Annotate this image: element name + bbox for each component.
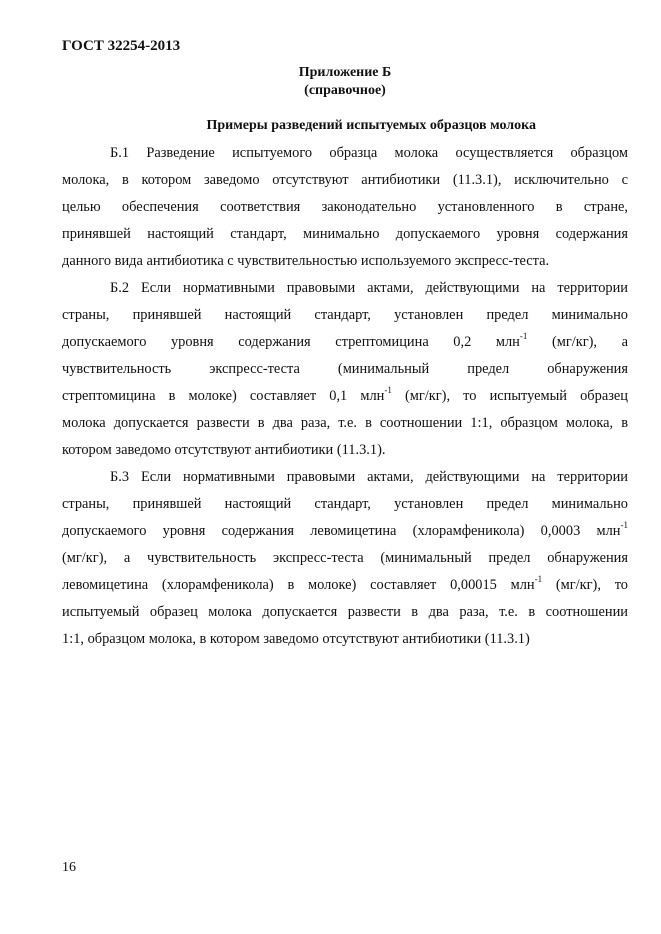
paragraph-line [62, 576, 628, 594]
paragraph-line: Б.1 Разведение испытуемого образца молока осуществляется образцом [110, 145, 628, 161]
superscript: -1 [534, 574, 543, 584]
paragraph-line [62, 333, 628, 351]
paragraph-line: данного вида антибиотика с чувствительностью используемого экспресс-теста. [62, 253, 550, 269]
superscript: -1 [620, 520, 628, 530]
appendix-subtitle: (справочное) [304, 83, 386, 98]
paragraph-line: целью обеспечения соответствия законодательно установленного в стране, [62, 199, 628, 215]
document-code: ГОСТ 32254-2013 [62, 38, 181, 54]
text-run: (мг/кг), то [542, 577, 628, 593]
paragraph-line: молока, в котором заведомо отсутствуют антибиотики (11.3.1), исключительно с [62, 172, 628, 188]
paragraph-line: Б.3 Если нормативными правовыми актами, действующими на территории [110, 469, 628, 485]
text-run: стрептомицина в молоке) составляет 0,1 млн [62, 388, 385, 404]
paragraph-line: (мг/кг), а чувствительность экспресс-теста (минимальный предел обнаружения [62, 550, 628, 566]
superscript: -1 [519, 331, 528, 341]
superscript: -1 [384, 385, 392, 395]
text-run: левомицетина (хлорамфеникола) в молоке) составляет 0,00015 млн [62, 577, 535, 593]
paragraph-line [62, 522, 628, 540]
paragraph-line: чувствительность экспресс-теста (минимальный предел обнаружения [62, 361, 628, 377]
paragraph-line: страны, принявшей настоящий стандарт, установлен предел минимально [62, 496, 628, 512]
text-run: (мг/кг), то испытуемый образец [391, 388, 628, 404]
section-title [62, 118, 628, 134]
paragraph-line: принявшей настоящий стандарт, минимально допускаемого уровня содержания [62, 226, 628, 242]
paragraph-line: молока допускается развести в два раза, т.е. в соотношении 1:1, образцом молока, в [62, 415, 628, 431]
paragraph-line: страны, принявшей настоящий стандарт, установлен предел минимально [62, 307, 628, 323]
text-run: (мг/кг), а [527, 334, 628, 350]
paragraph-line: Б.2 Если нормативными правовыми актами, действующими на территории [110, 280, 628, 296]
paragraph-line: 1:1, образцом молока, в котором заведомо отсутствуют антибиотики (11.3.1) [62, 631, 530, 647]
text-run: допускаемого уровня содержания левомицетина (хлорамфеникола) 0,0003 млн [62, 523, 621, 539]
paragraph-line: котором заведомо отсутствуют антибиотики (11.3.1). [62, 442, 386, 458]
appendix-title: Приложение Б [298, 65, 392, 80]
text-run: допускаемого уровня содержания стрептомицина 0,2 млн [62, 334, 520, 350]
section-title-text: Примеры разведений испытуемых образцов молока [206, 118, 536, 133]
page-number: 16 [62, 860, 76, 875]
paragraph-line: испытуемый образец молока допускается развести в два раза, т.е. в соотношении [62, 604, 628, 620]
paragraph-line [62, 387, 628, 405]
